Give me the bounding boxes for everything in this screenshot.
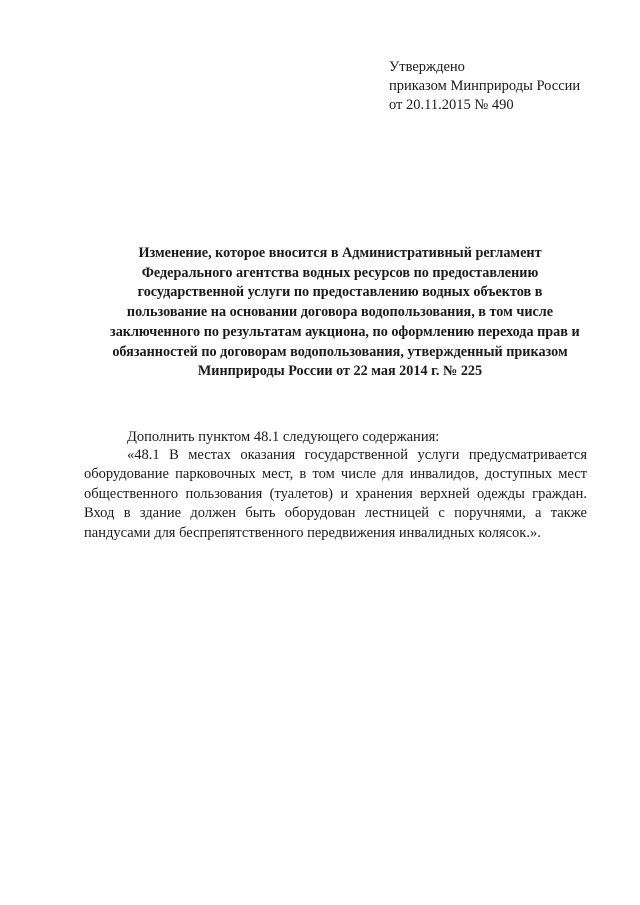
approval-date: от 20.11.2015 № 490 (389, 97, 514, 113)
title-line: заключенного по результатам аукциона, по оформлению перехода прав и (110, 323, 580, 340)
paragraph-line: пандусами для беспрепятственного передвижения инвалидных колясок.». (84, 524, 541, 541)
title-line: Минприроды России от 22 мая 2014 г. № 225 (197, 363, 483, 380)
approval-order: приказом Минприроды России (389, 78, 581, 94)
title-line: Федерального агентства водных ресурсов по предоставлению (141, 264, 539, 281)
paragraph-line: Вход в здание должен быть оборудован лестницей с поручнями, а также (84, 505, 587, 522)
title-line: пользование на основании договора водопользования, в том числе (126, 304, 554, 321)
amendment-paragraph (84, 446, 587, 543)
approval-stamp (389, 58, 619, 115)
title-line: государственной услуги по предоставлению водных объектов в (137, 284, 543, 301)
paragraph-line: оборудование парковочных мест, в том числе для инвалидов, доступных мест (84, 466, 587, 483)
document-title (110, 244, 580, 382)
approval-label: Утверждено (389, 59, 465, 75)
title-line: обязанностей по договорам водопользования, утвержденный приказом (112, 343, 568, 360)
intro-paragraph: Дополнить пунктом 48.1 следующего содержания: (127, 429, 440, 445)
title-line: Изменение, которое вносится в Административный регламент (138, 245, 542, 261)
paragraph-line: «48.1 В местах оказания государственной услуги предусматривается (127, 447, 587, 463)
paragraph-line: общественного пользования (туалетов) и хранения верхней одежды граждан. (84, 485, 587, 502)
